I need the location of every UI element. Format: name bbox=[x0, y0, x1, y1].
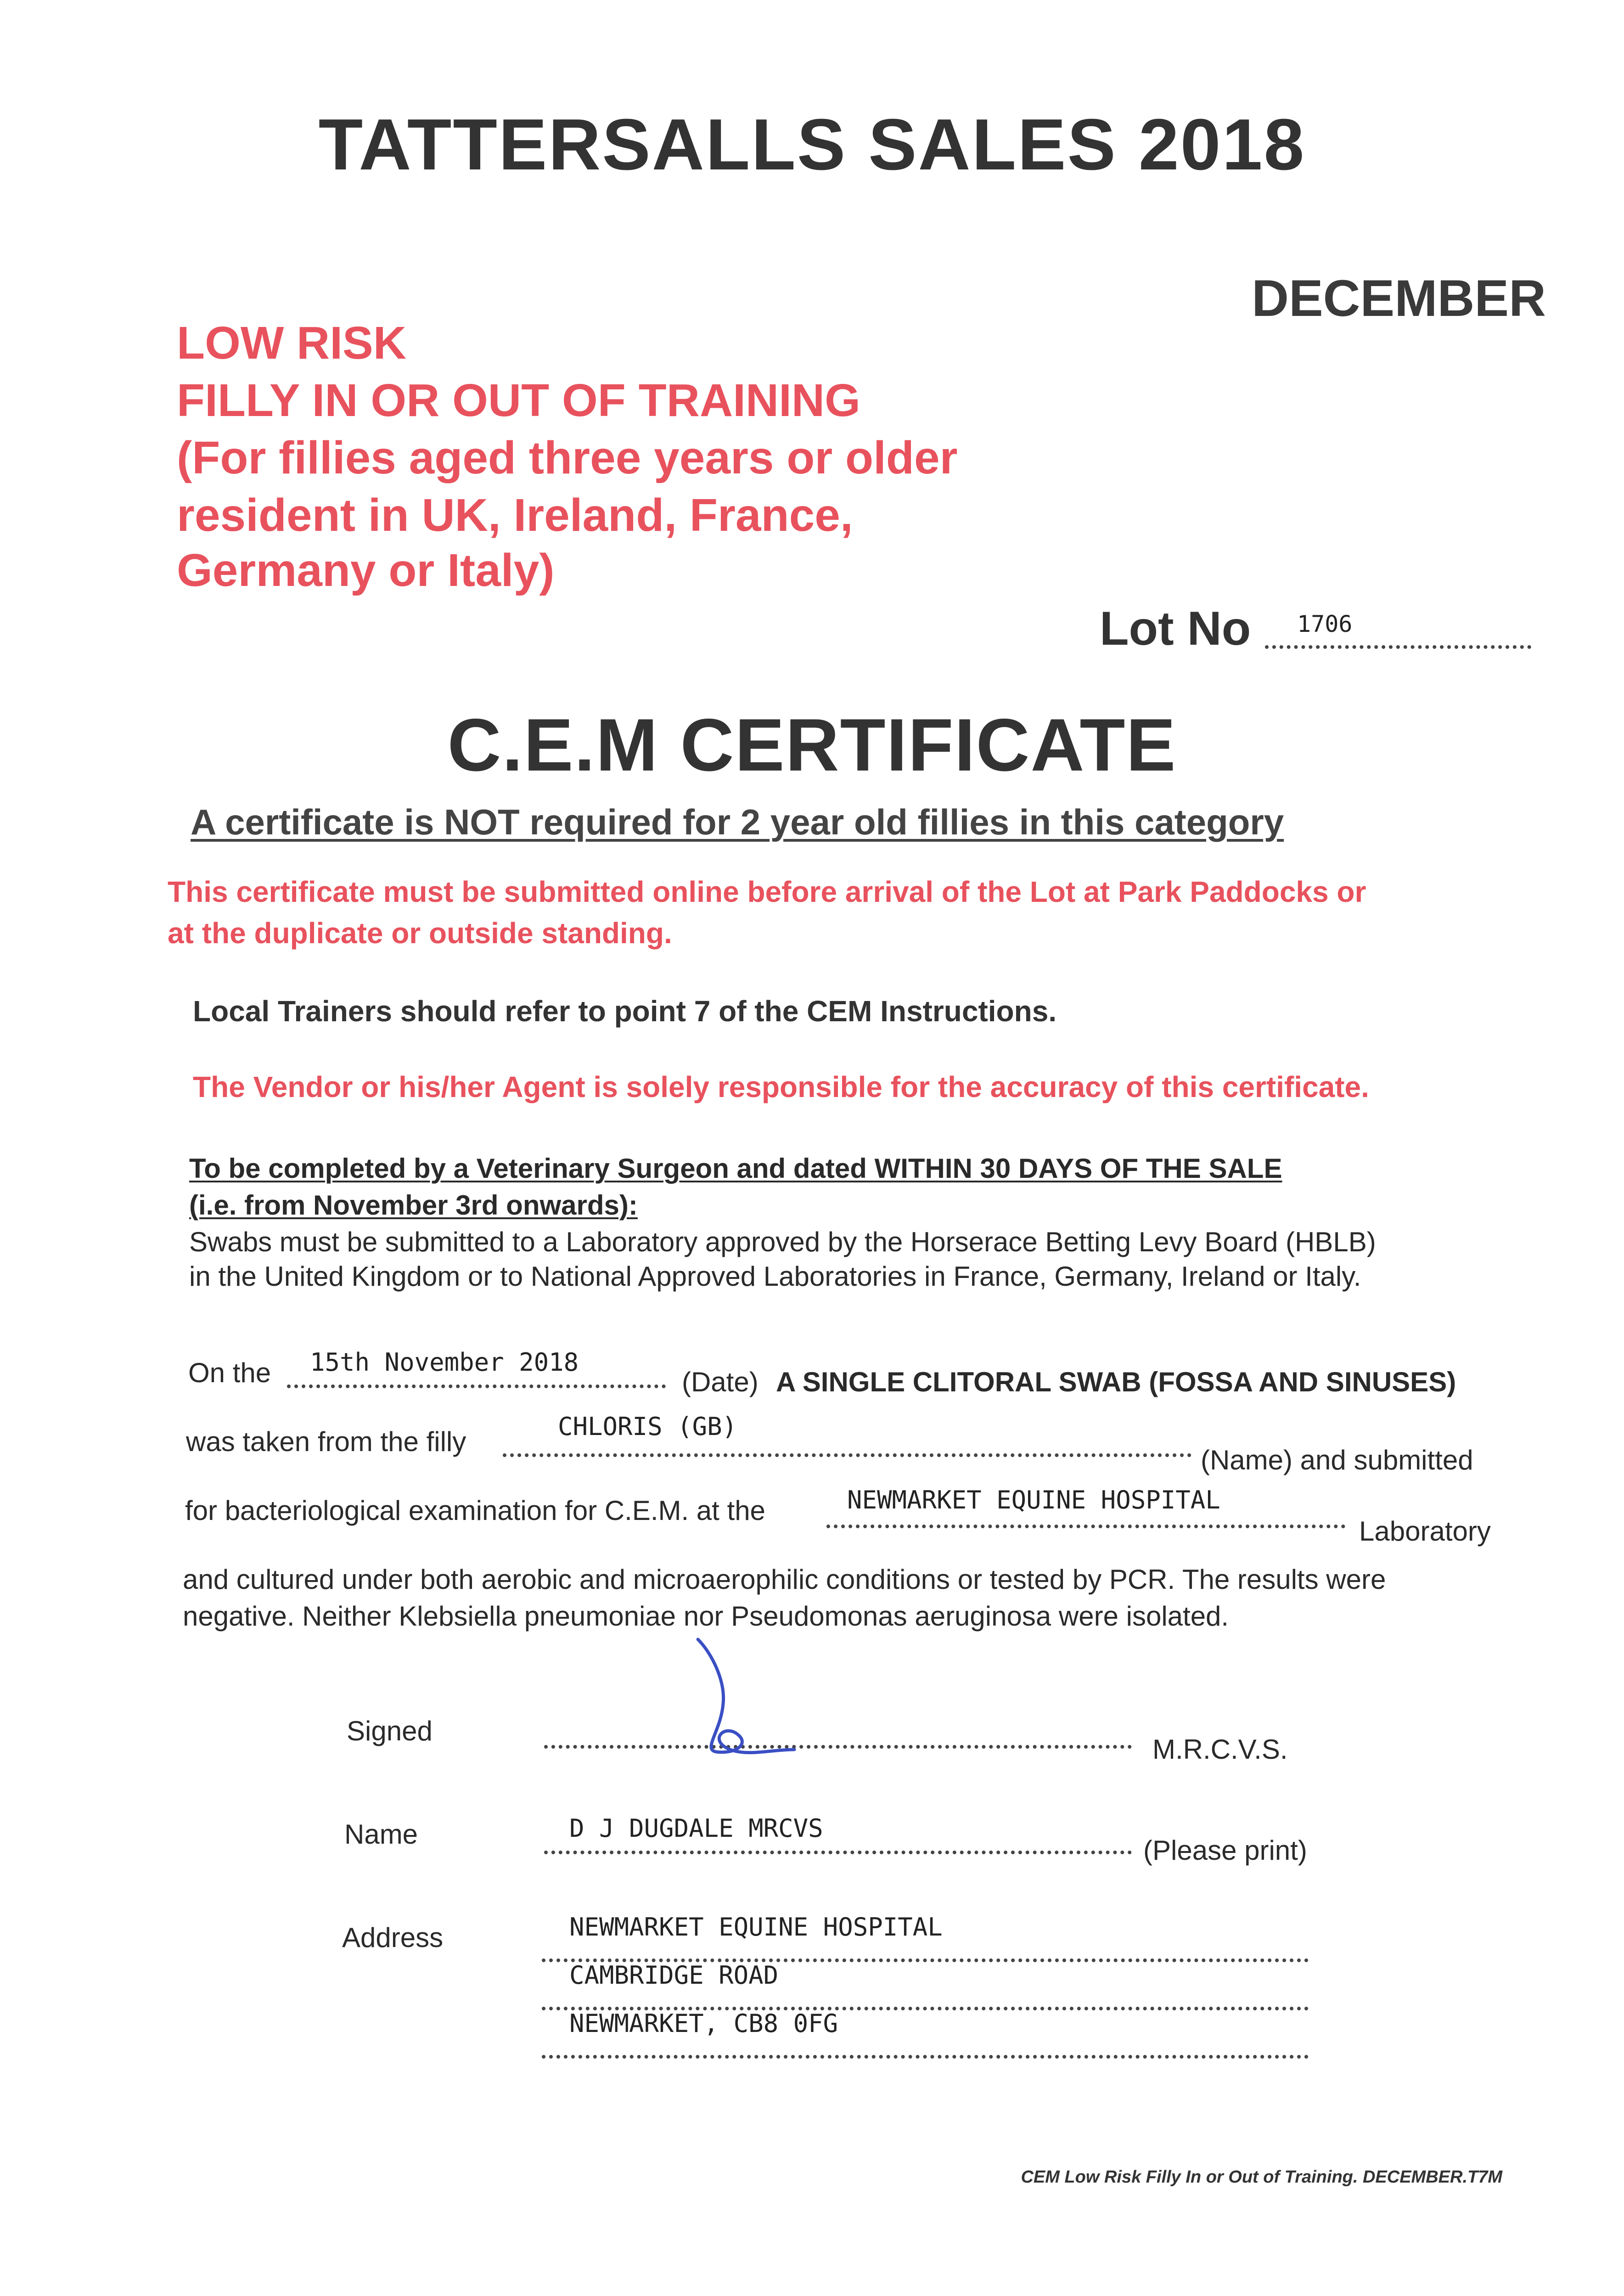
category-line-5: Germany or Italy) bbox=[177, 545, 555, 596]
category-line-4: resident in UK, Ireland, France, bbox=[177, 490, 853, 541]
results-line-1: and cultured under both aerobic and microaerophilic conditions or tested by PCR. The results were bbox=[183, 1564, 1386, 1595]
category-line-1: LOW RISK bbox=[177, 317, 406, 369]
category-line-2: FILLY IN OR OUT OF TRAINING bbox=[177, 375, 860, 426]
submission-notice-line-1: This certificate must be submitted online before arrival of the Lot at Park Paddocks or bbox=[168, 875, 1366, 908]
signature-mark bbox=[643, 1630, 826, 1768]
address-line-2-value: CAMBRIDGE ROAD bbox=[569, 1961, 779, 1990]
sale-month: DECEMBER bbox=[1252, 270, 1546, 327]
address-line-3[interactable] bbox=[542, 2055, 1309, 2059]
swabs-instruction-line-1: Swabs must be submitted to a Laboratory approved by the Horserace Betting Levy Board (HBLB) bbox=[189, 1227, 1376, 1257]
laboratory-label: Laboratory bbox=[1359, 1516, 1491, 1547]
results-line-2: negative. Neither Klebsiella pneumoniae nor Pseudomonas aeruginosa were isolated. bbox=[183, 1601, 1229, 1632]
swabs-instruction-line-2: in the United Kingdom or to National Approved Laboratories in France, Germany, Ireland or Italy. bbox=[189, 1261, 1361, 1292]
form-reference-footer: CEM Low Risk Filly In or Out of Training. DECEMBER.T7M bbox=[1021, 2167, 1502, 2187]
printed-name-line[interactable] bbox=[544, 1851, 1132, 1854]
local-trainers-note: Local Trainers should refer to point 7 of the CEM Instructions. bbox=[193, 995, 1057, 1028]
certificate-title: C.E.M CERTIFICATE bbox=[447, 703, 1177, 787]
please-print-label: (Please print) bbox=[1143, 1835, 1307, 1866]
signature-line[interactable] bbox=[544, 1745, 1132, 1749]
mrcvs-suffix: M.R.C.V.S. bbox=[1152, 1734, 1288, 1765]
swab-description: A SINGLE CLITORAL SWAB (FOSSA AND SINUSES) bbox=[776, 1367, 1456, 1397]
laboratory-line[interactable] bbox=[826, 1525, 1345, 1528]
instructions-date-range: (i.e. from November 3rd onwards): bbox=[189, 1190, 638, 1221]
date-label: (Date) bbox=[682, 1367, 759, 1397]
address-line-3-value: NEWMARKET, CB8 0FG bbox=[569, 2009, 838, 2038]
signed-label: Signed bbox=[347, 1716, 433, 1746]
date-field-value: 15th November 2018 bbox=[310, 1348, 579, 1377]
name-submitted-label: (Name) and submitted bbox=[1201, 1445, 1473, 1475]
vendor-responsibility-notice: The Vendor or his/her Agent is solely responsible for the accuracy of this certificate. bbox=[193, 1070, 1369, 1103]
instructions-heading-text: To be completed by a Veterinary Surgeon and dated bbox=[189, 1153, 875, 1184]
instructions-heading bbox=[189, 1153, 1282, 1184]
filly-name-value: CHLORIS (GB) bbox=[558, 1412, 737, 1441]
lot-number-line bbox=[1265, 645, 1531, 649]
lot-number-value: 1706 bbox=[1297, 611, 1353, 637]
on-the-label: On the bbox=[188, 1357, 271, 1388]
category-line-3: (For fillies aged three years or older bbox=[177, 432, 958, 484]
date-field-line[interactable] bbox=[287, 1384, 666, 1388]
examination-text: for bacteriological examination for C.E.M. at the bbox=[185, 1495, 765, 1526]
submission-notice-line-2: at the duplicate or outside standing. bbox=[168, 917, 672, 950]
laboratory-value: NEWMARKET EQUINE HOSPITAL bbox=[847, 1486, 1220, 1514]
document-title: TATTERSALLS SALES 2018 bbox=[318, 104, 1306, 185]
address-label: Address bbox=[342, 1922, 444, 1953]
address-line-1-value: NEWMARKET EQUINE HOSPITAL bbox=[569, 1913, 943, 1941]
name-label: Name bbox=[344, 1819, 418, 1850]
taken-from-label: was taken from the filly bbox=[186, 1426, 466, 1457]
certificate-subtitle: A certificate is NOT required for 2 year old fillies in this category bbox=[191, 802, 1284, 842]
instructions-heading-deadline: WITHIN 30 DAYS OF THE SALE bbox=[874, 1153, 1282, 1184]
filly-name-line[interactable] bbox=[503, 1453, 1191, 1457]
lot-number-label: Lot No bbox=[1100, 602, 1251, 655]
printed-name-value: D J DUGDALE MRCVS bbox=[569, 1814, 823, 1843]
